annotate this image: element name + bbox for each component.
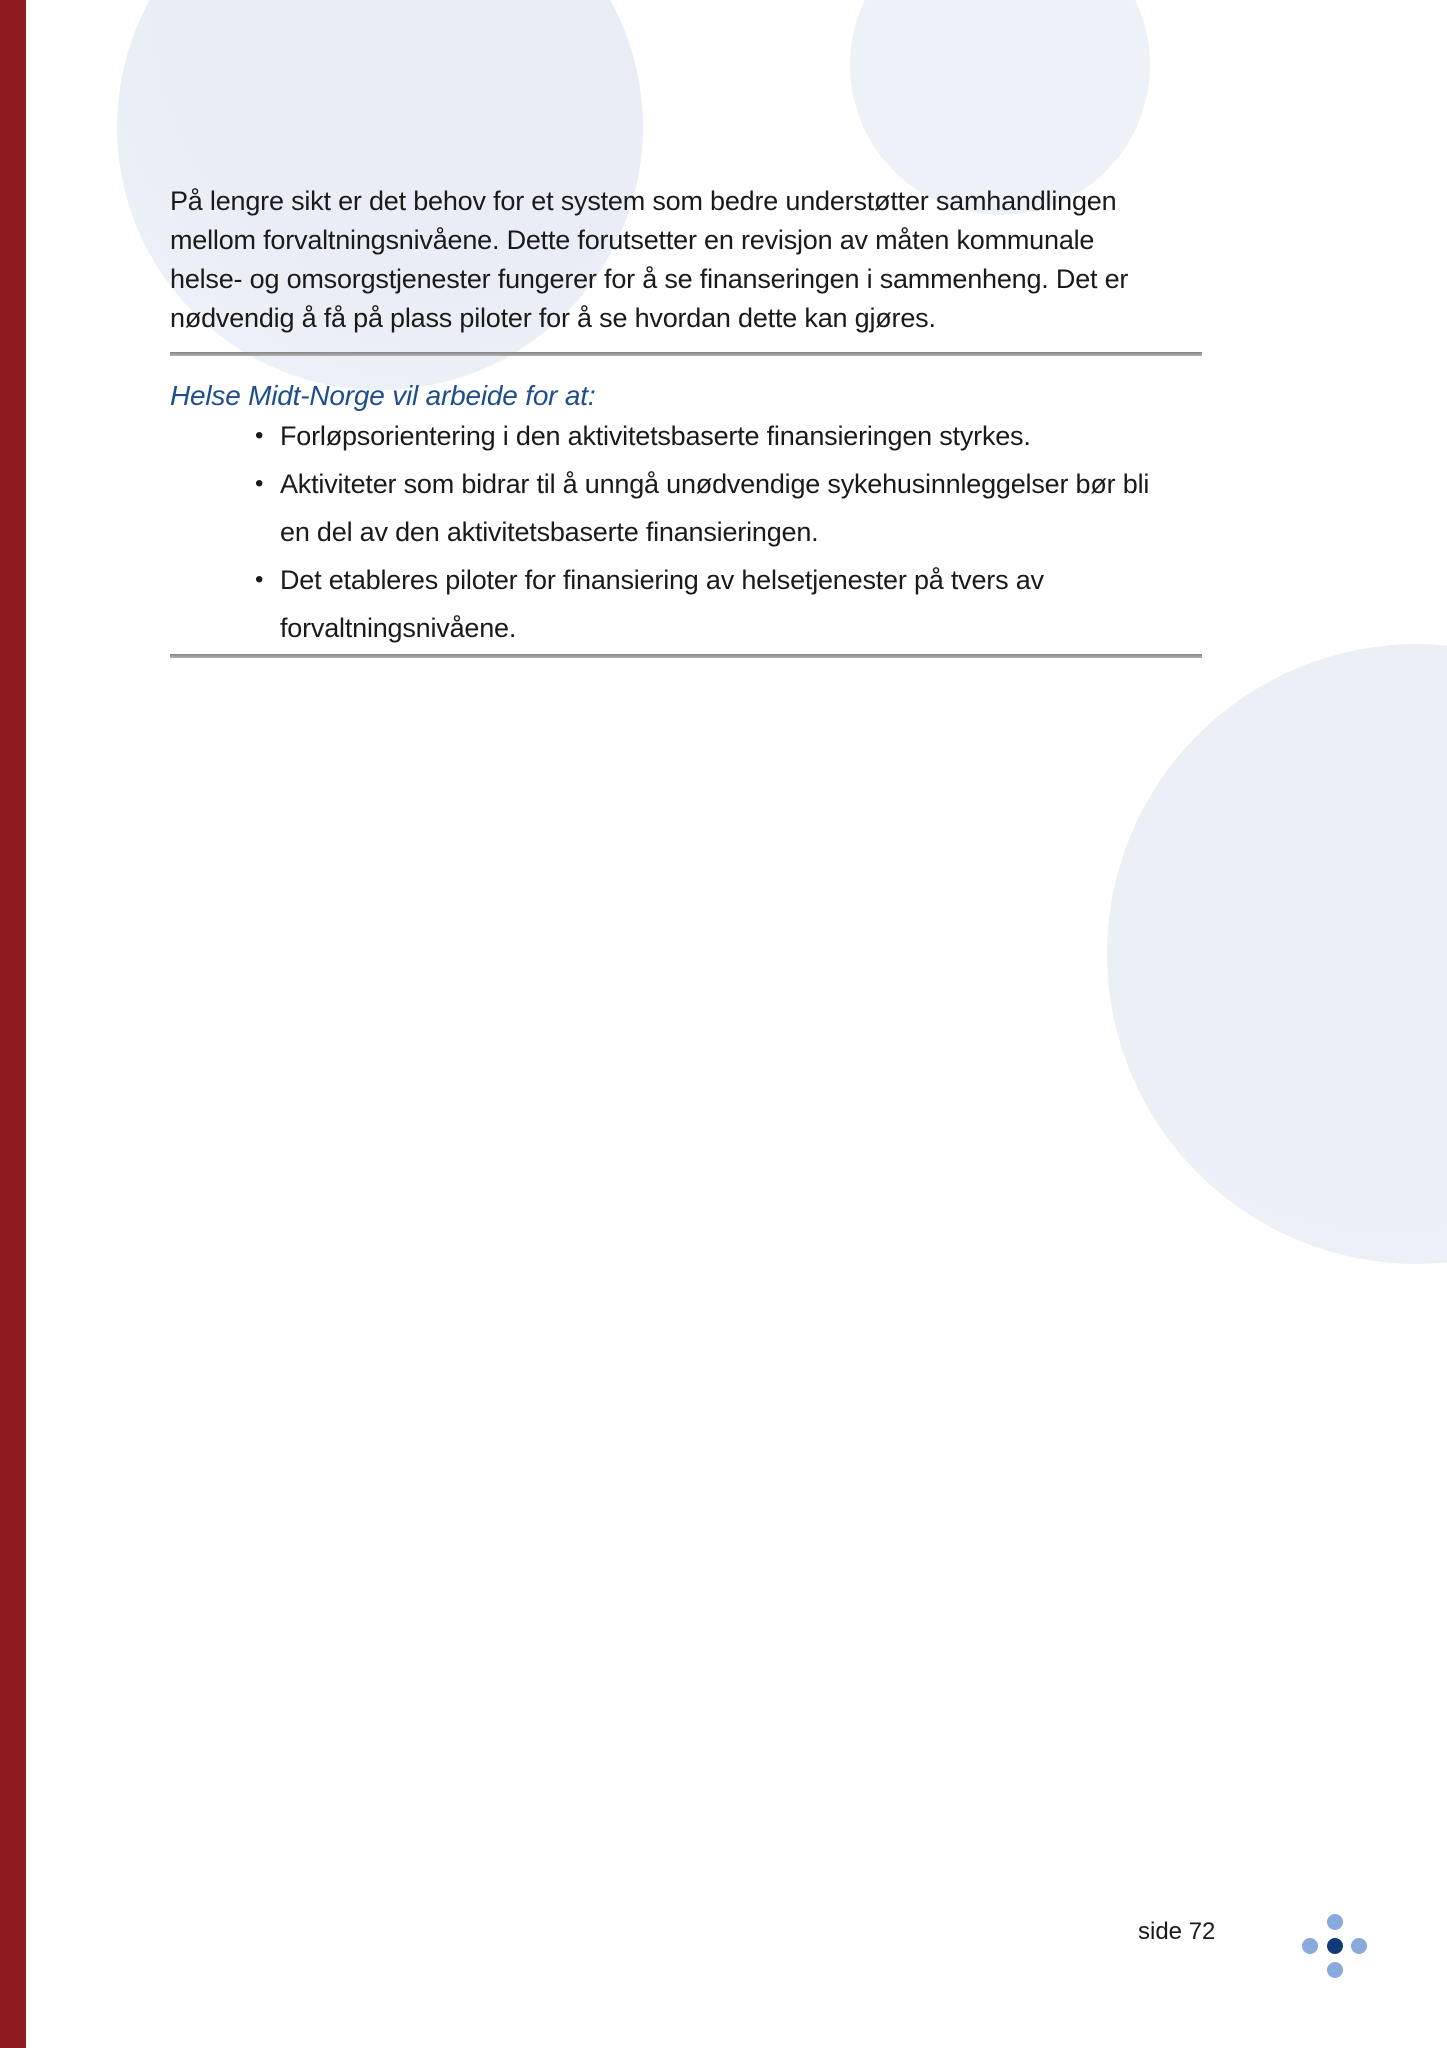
bullet-item (170, 460, 1260, 556)
logo-dot (1302, 1938, 1318, 1954)
bullet-line: Forløpsorientering i den aktivitetsbaserte finansieringen styrkes. (280, 421, 1031, 451)
logo-dot (1351, 1938, 1367, 1954)
section-heading: Helse Midt-Norge vil arbeide for at: (170, 380, 596, 411)
logo-dot (1327, 1962, 1343, 1978)
paragraph-line: nødvendig å få på plass piloter for å se hvordan dette kan gjøres. (170, 303, 936, 333)
logo-dot (1327, 1938, 1343, 1954)
bullet-line: forvaltningsnivåene. (280, 613, 517, 643)
bullet-marker-icon: • (255, 422, 264, 449)
section-divider-top (170, 352, 1202, 356)
bullet-line: Det etableres piloter for finansiering av helsetjenester på tvers av (280, 565, 1044, 595)
bullet-marker-icon: • (255, 566, 264, 593)
page-number: side 72 (1138, 1918, 1216, 1945)
body-paragraph (170, 182, 1260, 338)
bullet-item (170, 556, 1260, 652)
paragraph-line: På lengre sikt er det behov for et system som bedre understøtter samhandlingen (170, 186, 1117, 216)
bullet-marker-icon: • (255, 470, 264, 497)
section-divider-bottom (170, 654, 1202, 658)
left-edge-bar (0, 0, 26, 2048)
helse-midt-norge-logo-icon (1302, 1914, 1368, 1978)
bullet-line: Aktiviteter som bidrar til å unngå unødvendige sykehusinnleggelser bør bli (280, 469, 1150, 499)
logo-dot (1327, 1914, 1343, 1930)
paragraph-line: helse- og omsorgstjenester fungerer for å se finanseringen i sammenheng. Det er (170, 264, 1129, 294)
paragraph-line: mellom forvaltningsnivåene. Dette forutsetter en revisjon av måten kommunale (170, 225, 1095, 255)
background-circle-right (1107, 644, 1447, 1264)
bullet-list (170, 412, 1260, 652)
bullet-line: en del av den aktivitetsbaserte finansieringen. (280, 517, 819, 547)
bullet-item (170, 412, 1260, 460)
